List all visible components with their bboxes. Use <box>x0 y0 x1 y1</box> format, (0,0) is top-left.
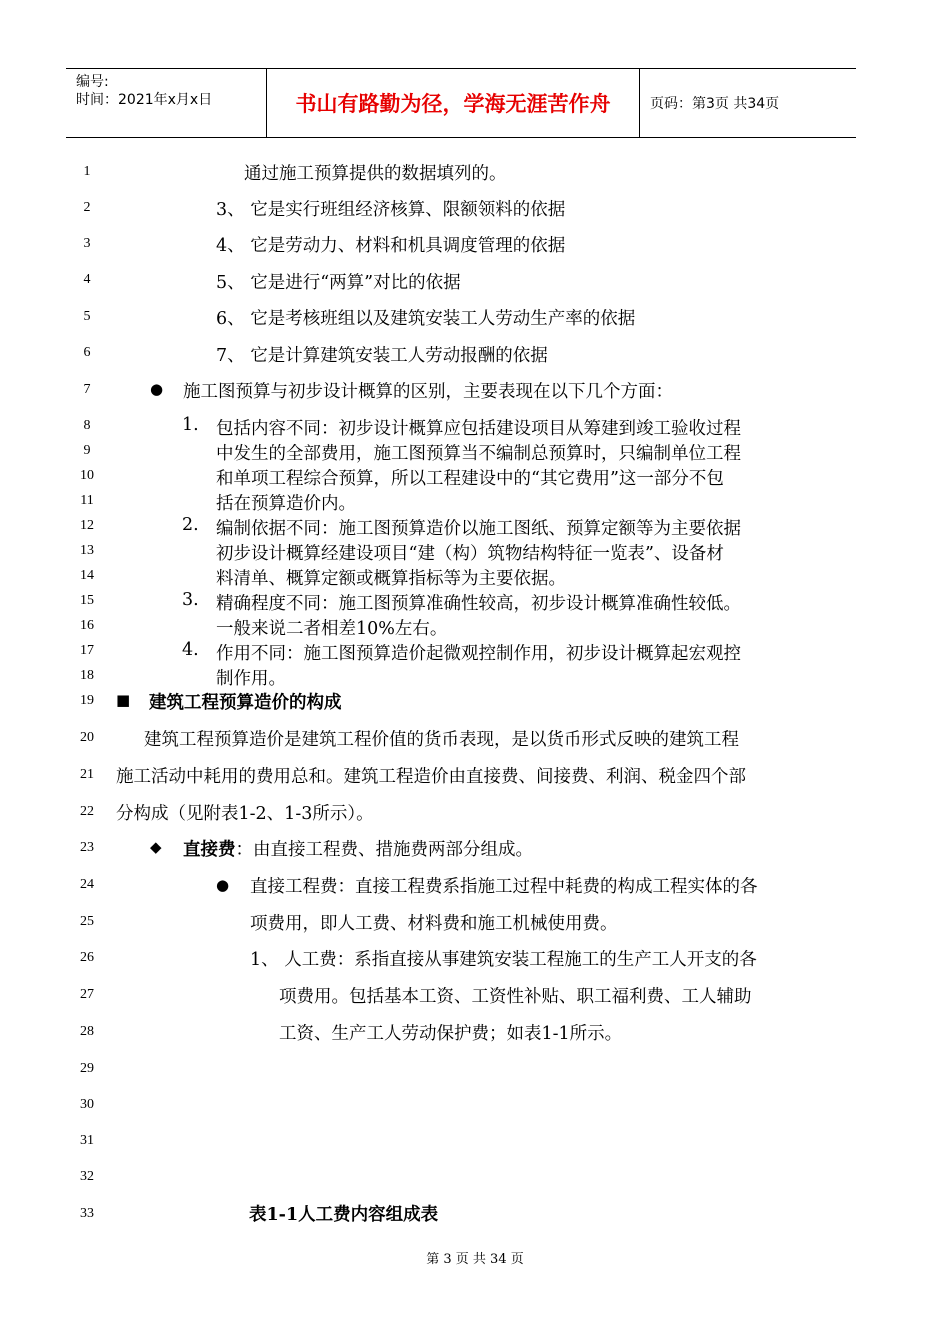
line-number: 2 <box>83 200 91 215</box>
line-number: 19 <box>80 693 94 708</box>
item-line: 编制依据不同：施工图预算造价以施工图纸、预算定额等为主要依据 <box>216 519 741 539</box>
line-number: 12 <box>80 518 94 533</box>
table-caption: 表1-1人工费内容组成表 <box>249 1205 439 1225</box>
line-number: 16 <box>80 618 94 633</box>
paragraph-line: 施工活动中耗用的费用总和。建筑工程造价由直接费、间接费、利润、税金四个部 <box>116 767 746 787</box>
direct-eng-line: 项费用，即人工费、材料费和施工机械使用费。 <box>250 914 618 934</box>
item-number: 2. <box>182 515 199 535</box>
header-motto: 书山有路勤为径，学海无涯苦作舟 <box>267 69 640 137</box>
item-line: 作用不同：施工图预算造价起微观控制作用，初步设计概算起宏观控 <box>216 644 741 664</box>
line-number: 29 <box>80 1061 94 1076</box>
line-number: 10 <box>80 468 94 483</box>
item-line: 和单项工程综合预算，所以工程建设中的“其它费用”这一部分不包 <box>216 469 724 489</box>
line-number: 32 <box>80 1169 94 1184</box>
line-number: 18 <box>80 668 94 683</box>
line-number: 6 <box>83 345 91 360</box>
item-line: 一般来说二者相差10%左右。 <box>216 619 448 639</box>
line-number: 30 <box>80 1097 94 1112</box>
bullet-dot-icon: ● <box>216 876 230 894</box>
line-number: 27 <box>80 987 94 1002</box>
page-header <box>66 68 856 138</box>
list-item: 5、 它是进行“两算”对比的依据 <box>216 273 461 293</box>
item-line: 制作用。 <box>216 669 286 689</box>
line-number: 33 <box>80 1206 94 1221</box>
paragraph-line: 建筑工程预算造价是建筑工程价值的货币表现，是以货币形式反映的建筑工程 <box>144 730 739 750</box>
line-number: 9 <box>83 443 91 458</box>
time-label: 时间：2021年x月x日 <box>76 92 213 108</box>
bullet-text: 施工图预算与初步设计概算的区别，主要表现在以下几个方面： <box>183 382 673 402</box>
list-item: 6、 它是考核班组以及建筑安装工人劳动生产率的依据 <box>216 309 636 329</box>
line-number: 7 <box>83 382 91 397</box>
line-number: 15 <box>80 593 94 608</box>
line-number: 14 <box>80 568 94 583</box>
item-line: 料清单、概算定额或概算指标等为主要依据。 <box>216 569 566 589</box>
item-line: 中发生的全部费用，施工图预算当不编制总预算时，只编制单位工程 <box>216 444 741 464</box>
direct-cost-term: 直接费 <box>183 840 236 860</box>
list-item: 3、 它是实行班组经济核算、限额领料的依据 <box>216 200 566 220</box>
line-number: 25 <box>80 914 94 929</box>
page-footer: 第 3 页 共 34 页 <box>426 1252 524 1267</box>
direct-cost-desc: ：由直接工程费、措施费两部分组成。 <box>235 840 533 860</box>
line-number: 4 <box>83 272 91 287</box>
section-title: 建筑工程预算造价的构成 <box>149 693 342 713</box>
line-number: 22 <box>80 804 94 819</box>
line-number: 28 <box>80 1024 94 1039</box>
item-number: 1. <box>182 415 199 435</box>
item-line: 包括内容不同：初步设计概算应包括建设项目从筹建到竣工验收过程 <box>216 419 741 439</box>
line-number: 3 <box>83 236 91 251</box>
line-number: 5 <box>83 309 91 324</box>
item-line: 初步设计概算经建设项目“建（构）筑物结构特征一览表”、设备材 <box>216 544 724 564</box>
diamond-bullet-icon: ◆ <box>150 838 162 856</box>
item-number: 4. <box>182 640 199 660</box>
line-number: 26 <box>80 950 94 965</box>
item-line: 括在预算造价内。 <box>216 494 356 514</box>
labor-line: 1、 人工费：系指直接从事建筑安装工程施工的生产工人开支的各 <box>250 950 757 970</box>
item-number: 3. <box>182 590 199 610</box>
bullet-dot-icon: ● <box>150 380 164 398</box>
item-line: 精确程度不同：施工图预算准确性较高，初步设计概算准确性较低。 <box>216 594 741 614</box>
line-number: 31 <box>80 1133 94 1148</box>
line-number: 17 <box>80 643 94 658</box>
square-bullet-icon: ■ <box>116 691 131 709</box>
paragraph-line: 分构成（见附表1-2、1-3所示）。 <box>116 804 374 824</box>
line-number: 11 <box>80 493 94 508</box>
labor-line: 工资、生产工人劳动保护费；如表1-1所示。 <box>279 1024 623 1044</box>
direct-cost-line <box>183 836 533 861</box>
body-line: 通过施工预算提供的数据填列的。 <box>244 164 507 184</box>
line-number: 21 <box>80 767 94 782</box>
line-number: 13 <box>80 543 94 558</box>
direct-eng-line: 直接工程费：直接工程费系指施工过程中耗费的构成工程实体的各 <box>250 877 758 897</box>
header-page-label: 页码：第3页 共34页 <box>650 96 780 112</box>
line-number: 1 <box>83 164 91 179</box>
serial-label: 编号: <box>76 74 109 90</box>
list-item: 4、 它是劳动力、材料和机具调度管理的依据 <box>216 236 566 256</box>
header-meta <box>66 69 267 137</box>
line-number: 23 <box>80 840 94 855</box>
list-item: 7、 它是计算建筑安装工人劳动报酬的依据 <box>216 346 548 366</box>
line-number: 8 <box>83 418 91 433</box>
labor-line: 项费用。包括基本工资、工资性补贴、职工福利费、工人辅助 <box>279 987 752 1007</box>
line-number: 20 <box>80 730 94 745</box>
line-number: 24 <box>80 877 94 892</box>
